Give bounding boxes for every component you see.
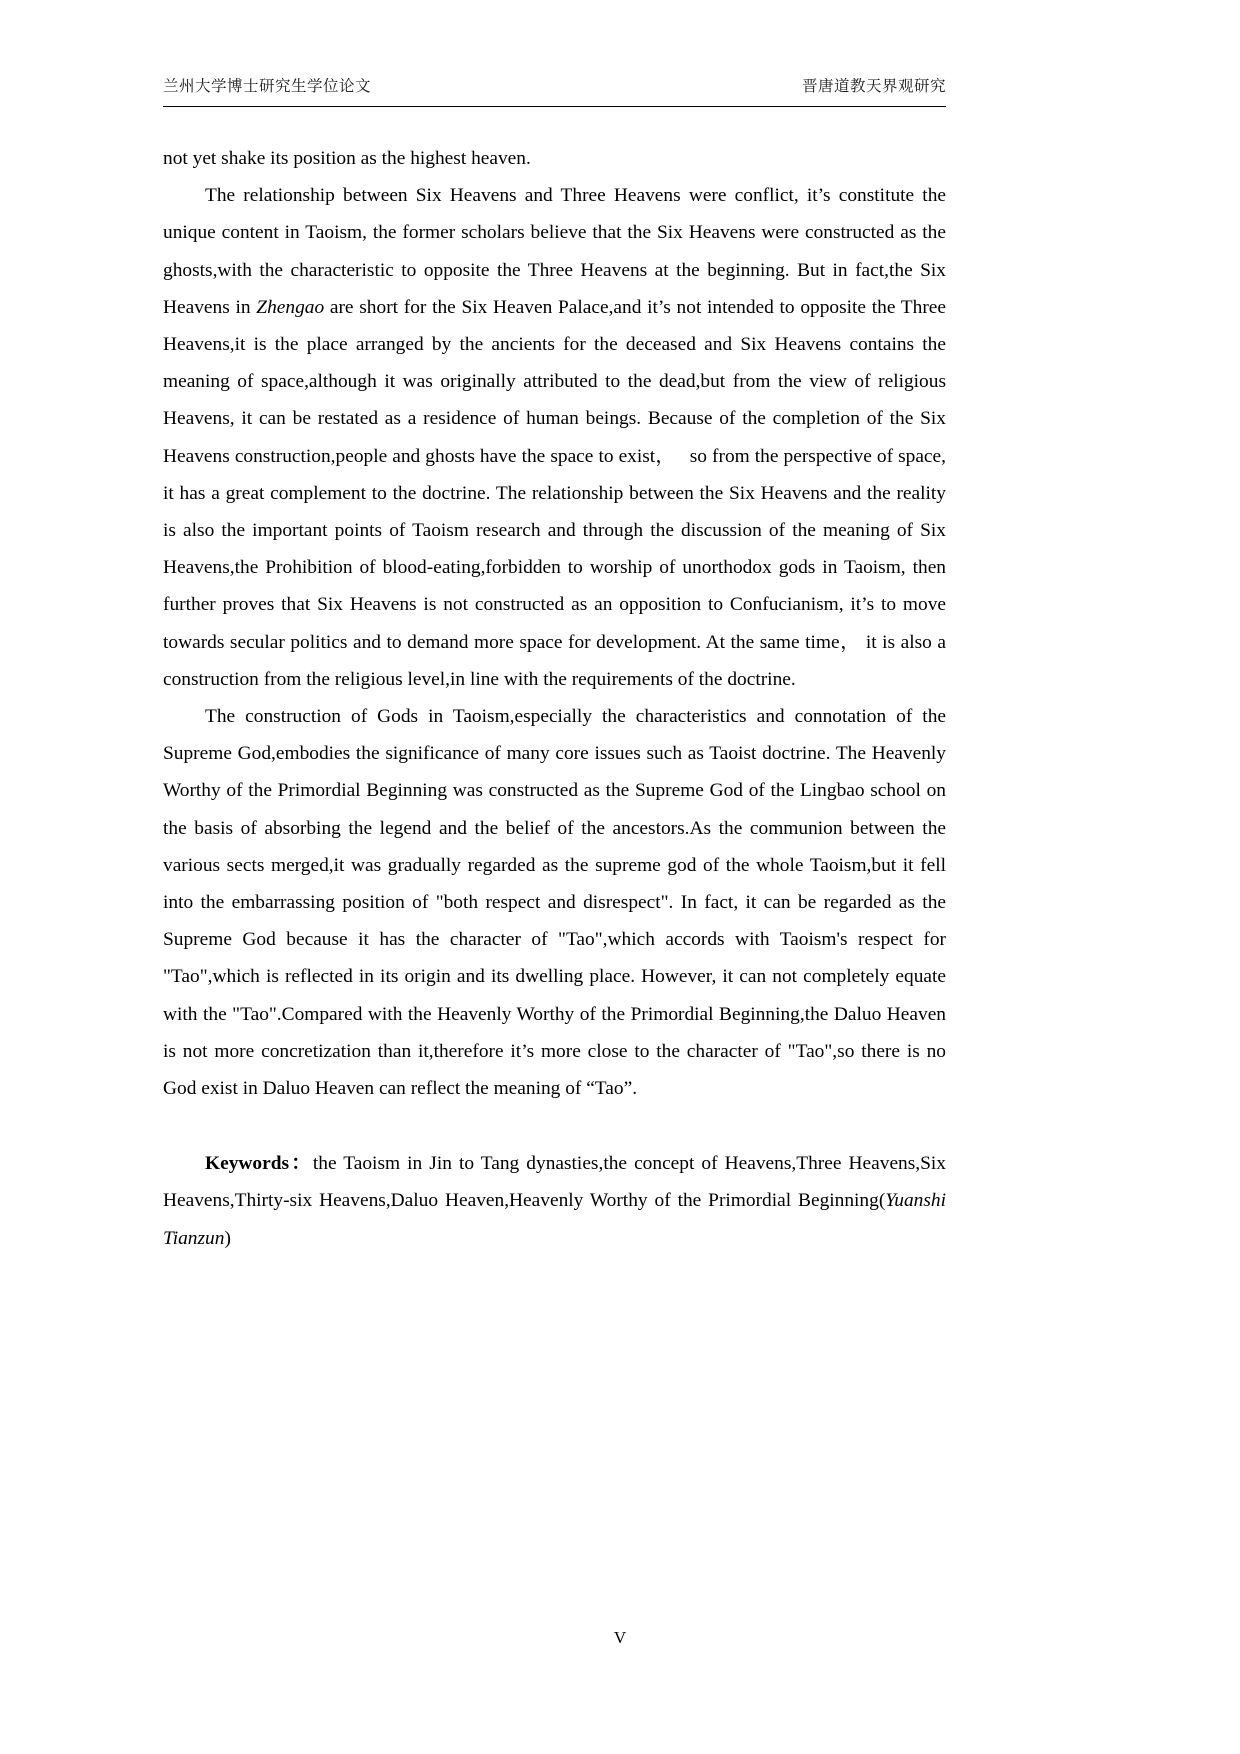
- header-right-title: 晋唐道教天界观研究: [801, 77, 946, 95]
- paragraph-text: not yet shake its position as the highest heaven.: [163, 148, 531, 169]
- header-left-title: 兰州大学博士研究生学位论文: [163, 77, 372, 95]
- keywords-text-part-a: the Taoism in Jin to Tang dynasties,the concept of Heavens,Three Heavens,Six Heavens,Thirty-six Heavens,Daluo Heaven,Heavenly Worthy of the Primordial Beginning(: [163, 1153, 947, 1212]
- keywords-label: Keywords: [205, 1153, 290, 1175]
- keywords-text-part-b: ): [224, 1227, 231, 1249]
- paragraph-text: The construction of Gods in Taoism,especially the characteristics and connotation of the Supreme God,embodies the significance of many core issues such as Taoist doctrine. The Heavenly Worthy of the Primordial Beginning was constructed as the Supreme God of the Lingbao school on the basis of absorbing the legend and the belief of the ancestors.As the communion between the various sects merged,it was gradually regarded as the supreme god of the whole Taoism,but it fell into the embarrassing position of "both respect and disrespect". In fact, it can be regarded as the Supreme God because it has the character of "Tao",which accords with Taoism's respect for "Tao",which is reflected in its origin and its dwelling place. However, it can not completely equate with the "Tao".Compared with the Heavenly Worthy of the Primordial Beginning,the Daluo Heaven is not more concretization than it,therefore it’s more close to the character of "Tao",so there is no God exist in Daluo Heaven can reflect the meaning of “Tao”.: [163, 706, 946, 1100]
- abstract-body: [163, 140, 946, 1257]
- paragraph-continuation: [163, 140, 946, 177]
- spacer: [163, 1107, 946, 1145]
- page-number: V: [613, 1628, 627, 1647]
- book-title-zhengao: Zhengao: [256, 296, 325, 318]
- running-header: [163, 74, 946, 103]
- keywords-italic-term: Yuanshi Tianzun: [163, 1190, 946, 1249]
- paragraph-text-part-a: The relationship between Six Heavens and Three Heavens were conflict, it’s constitute the unique content in Taoism, the former scholars believe that the Six Heavens were constructed as the ghosts,with the characteristic to opposite the Three Heavens at the beginning. But in fact,the Six Heavens in: [163, 185, 946, 318]
- paragraph-six-heavens: [163, 177, 946, 698]
- paragraph-text-part-b: are short for the Six Heaven Palace,and it’s not intended to opposite the Three Heavens,it is the place arranged by the ancients for the deceased and Six Heavens contains the meaning of space,although it was originally attributed to the dead,but from the view of religious Heavens, it can be restated as a residence of human beings. Because of the completion of the Six Heavens construction,people and ghosts have the space to exist， so from the perspective of space, it has a great complement to the doctrine. The relationship between the Six Heavens and the reality is also the important points of Taoism research and through the discussion of the meaning of Six Heavens,the Prohibition of blood-eating,forbidden to worship of unorthodox gods in Taoism, then further proves that Six Heavens is not constructed as an opposition to Confucianism, it’s to move towards secular politics and to demand more space for development. At the same time， it is also a construction from the religious level,in line with the requirements of the doctrine.: [163, 296, 947, 690]
- keywords-block: [163, 1145, 946, 1257]
- keywords-colon: ：: [289, 1153, 313, 1175]
- paragraph-gods-construction: [163, 698, 946, 1107]
- header-divider: [163, 106, 946, 107]
